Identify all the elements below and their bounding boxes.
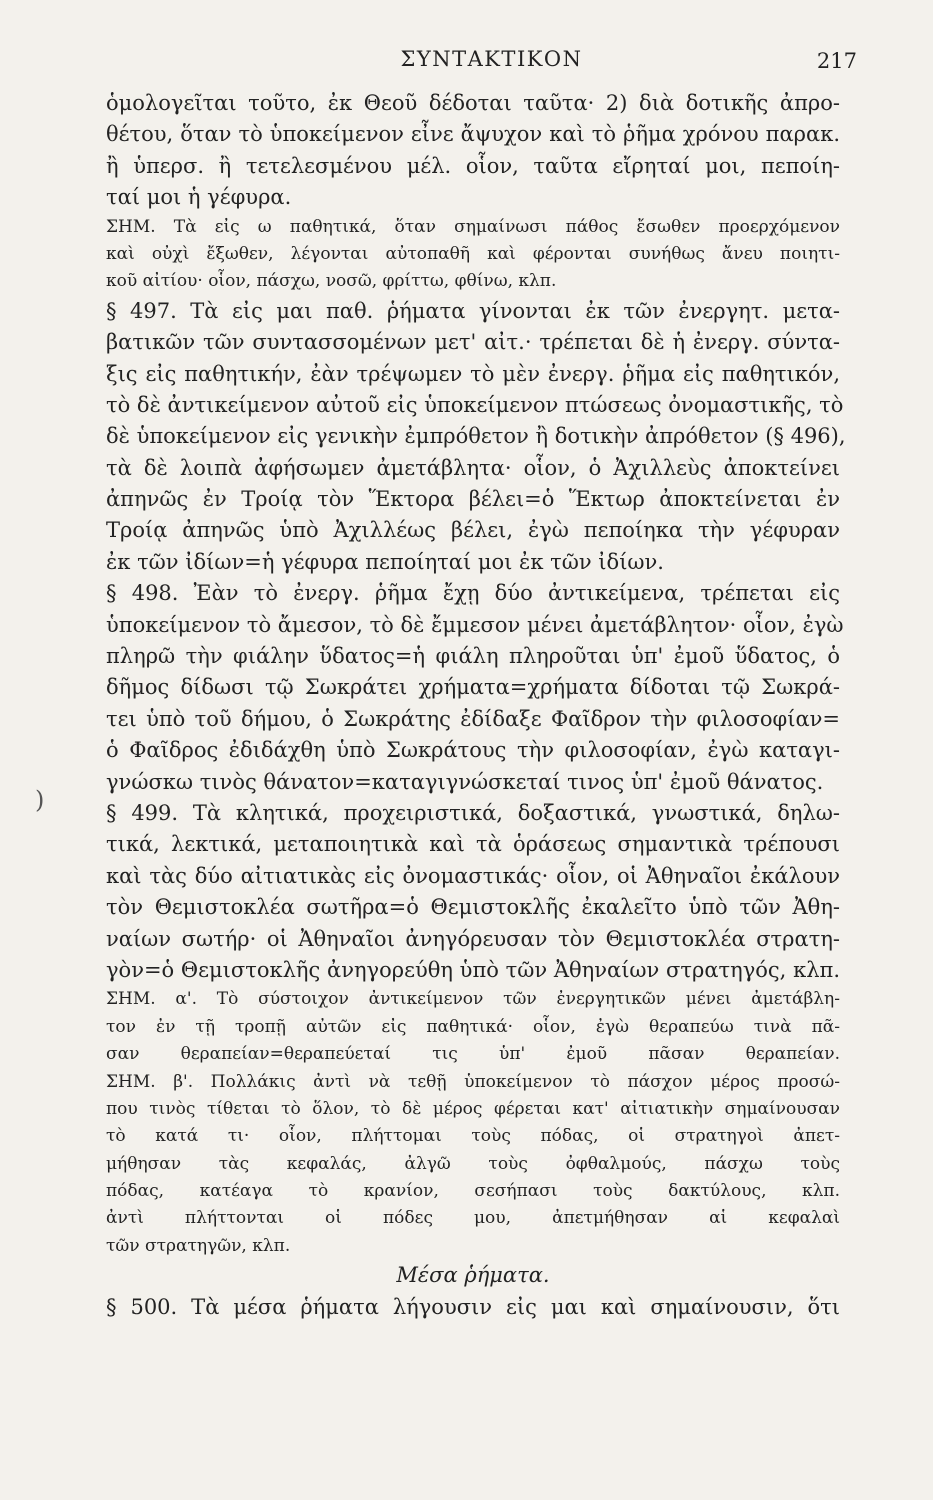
- text-line: τικά, λεκτικά, μεταποιητικὰ καὶ τὰ ὁράσεως σημαντικὰ τρέπουσι: [106, 832, 840, 857]
- text-line: κοῦ αἰτίου· οἷον, πάσχω, νοσῶ, φρίττω, φθίνω, κλπ.: [106, 271, 557, 292]
- text-line: Μέσα ῥήματα.: [396, 1263, 550, 1288]
- text-line: ἀντὶ πλήττονται οἱ πόδες μου, ἀπετμήθησαν αἱ κεφαλαὶ: [106, 1208, 840, 1229]
- text-line: ὑποκείμενον τὸ ἄμεσον, τὸ δὲ ἔμμεσον μένει ἀμετάβλητον· οἷον, ἐγὼ: [106, 612, 844, 637]
- text-line: καὶ τὰς δύο αἰτιατικὰς εἰς ὀνομαστικάς· οἷον, οἱ Ἀθηναῖοι ἐκάλουν: [106, 863, 840, 888]
- text-line: σαν θεραπείαν=θεραπεύεταί τις ὑπ' ἐμοῦ πᾶσαν θεραπείαν.: [106, 1044, 840, 1065]
- page-header: [110, 43, 873, 79]
- text-line: § 500. Τὰ μέσα ῥήματα λήγουσιν εἰς μαι καὶ σημαίνουσιν, ὅτι: [106, 1294, 840, 1319]
- text-line: πόδας, κατέαγα τὸ κρανίον, σεσήπασι τοὺς δακτύλους, κλπ.: [106, 1181, 840, 1202]
- text-line: ΣΗΜ. α'. Τὸ σύστοιχον ἀντικείμενον τῶν ἐνεργητικῶν μένει ἀμετάβλη-: [106, 989, 840, 1010]
- text-line: γνώσκω τινὸς θάνατον=καταγιγνώσκεταί τινος ὑπ' ἐμοῦ θάνατος.: [106, 769, 824, 794]
- margin-mark: ): [35, 786, 45, 814]
- text-line: ΣΗΜ. Τὰ εἰς ω παθητικά, ὅταν σημαίνωσι πάθος ἔσωθεν προερχόμενον: [106, 216, 840, 237]
- text-line: ξις εἰς παθητικήν, ἐὰν τρέψωμεν τὸ μὲν ἐνεργ. ῥῆμα εἰς παθητικόν,: [106, 361, 840, 386]
- text-line: τὸν Θεμιστοκλέα σωτῆρα=ὁ Θεμιστοκλῆς ἐκαλεῖτο ὑπὸ τῶν Ἀθη-: [106, 895, 840, 920]
- text-line: § 497. Τὰ εἰς μαι παθ. ῥήματα γίνονται ἐκ τῶν ἐνεργητ. μετα-: [106, 298, 840, 323]
- text-line: τὸ δὲ ἀντικείμενον αὐτοῦ εἰς ὑποκείμενον πτώσεως ὀνομαστικῆς, τὸ: [106, 392, 844, 417]
- text-line: δῆμος δίδωσι τῷ Σωκράτει χρήματα=χρήματα δίδοται τῷ Σωκρά-: [106, 675, 840, 700]
- text-line: τὰ δὲ λοιπὰ ἀφήσωμεν ἀμετάβλητα· οἷον, ὁ Ἀχιλλεὺς ἀποκτείνει: [106, 455, 840, 480]
- text-line: ἀπηνῶς ἐν Τροίᾳ τὸν Ἕκτορα βέλει=ὁ Ἕκτωρ ἀποκτείνεται ἐν: [106, 487, 840, 512]
- running-title: ΣΥΝΤΑΚΤΙΚΟΝ: [400, 47, 583, 71]
- text-line: ταί μοι ἡ γέφυρα.: [106, 185, 292, 210]
- text-line: που τινὸς τίθεται τὸ ὅλον, τὸ δὲ μέρος φέρεται κατ' αἰτιατικὴν σημαίνουσαν: [106, 1098, 840, 1119]
- text-line: βατικῶν τῶν συντασσομένων μετ' αἰτ.· τρέπεται δὲ ἡ ἐνεργ. σύντα-: [106, 330, 840, 355]
- text-line: ἐκ τῶν ἰδίων=ἡ γέφυρα πεποίηταί μοι ἐκ τῶν ἰδίων.: [106, 549, 664, 574]
- text-line: τὸ κατά τι· οἷον, πλήττομαι τοὺς πόδας, οἱ στρατηγοὶ ἀπετ-: [106, 1126, 840, 1147]
- text-line: ΣΗΜ. β'. Πολλάκις ἀντὶ νὰ τεθῇ ὑποκείμενον τὸ πάσχον μέρος προσώ-: [106, 1071, 840, 1092]
- text-line: καὶ οὐχὶ ἔξωθεν, λέγονται αὐτοπαθῆ καὶ φέρονται συνήθως ἄνευ ποιητι-: [106, 243, 840, 264]
- page-number: 217: [816, 49, 857, 73]
- text-line: ὁ Φαῖδρος ἐδιδάχθη ὑπὸ Σωκράτους τὴν φιλοσοφίαν, ἐγὼ καταγι-: [106, 738, 840, 763]
- text-line: τον ἐν τῇ τροπῇ αὐτῶν εἰς παθητικά· οἷον, ἐγὼ θεραπεύω τινὰ πᾶ-: [106, 1016, 840, 1037]
- text-line: ναίων σωτήρ· οἱ Ἀθηναῖοι ἀνηγόρευσαν τὸν Θεμιστοκλέα στρατη-: [106, 926, 840, 951]
- text-line: § 499. Τὰ κλητικά, προχειριστικά, δοξαστικά, γνωστικά, δηλω-: [106, 800, 840, 825]
- text-line: ὁμολογεῖται τοῦτο, ἐκ Θεοῦ δέδοται ταῦτα· 2) διὰ δοτικῆς ἀπρο-: [106, 91, 840, 115]
- text-line: θέτου, ὅταν τὸ ὑποκείμενον εἶνε ἄψυχον καὶ τὸ ῥῆμα χρόνου παρακ.: [106, 122, 840, 147]
- body-text: [106, 88, 846, 1323]
- text-line: γὸν=ὁ Θεμιστοκλῆς ἀνηγορεύθη ὑπὸ τῶν Ἀθηναίων στρατηγός, κλπ.: [106, 957, 840, 982]
- text-line: § 498. Ἐὰν τὸ ἐνεργ. ῥῆμα ἔχῃ δύο ἀντικείμενα, τρέπεται εἰς: [106, 581, 840, 606]
- text-line: δὲ ὑποκείμενον εἰς γενικὴν ἐμπρόθετον ἢ δοτικὴν ἀπρόθετον (§ 496),: [106, 424, 846, 449]
- text-line: πληρῶ τὴν φιάλην ὕδατος=ἡ φιάλη πληροῦται ὑπ' ἐμοῦ ὕδατος, ὁ: [106, 644, 840, 669]
- text-line: Τροίᾳ ἀπηνῶς ὑπὸ Ἀχιλλέως βέλει, ἐγὼ πεποίηκα τὴν γέφυραν: [106, 518, 840, 543]
- text-line: τει ὑπὸ τοῦ δήμου, ὁ Σωκράτης ἐδίδαξε Φαῖδρον τὴν φιλοσοφίαν=: [106, 706, 840, 731]
- text-line: ἢ ὑπερσ. ἢ τετελεσμένου μέλ. οἷον, ταῦτα εἴρηταί μοι, πεποίη-: [106, 153, 840, 178]
- text-line: μήθησαν τὰς κεφαλάς, ἀλγῶ τοὺς ὀφθαλμούς, πάσχω τοὺς: [106, 1153, 840, 1174]
- text-line: τῶν στρατηγῶν, κλπ.: [106, 1235, 291, 1256]
